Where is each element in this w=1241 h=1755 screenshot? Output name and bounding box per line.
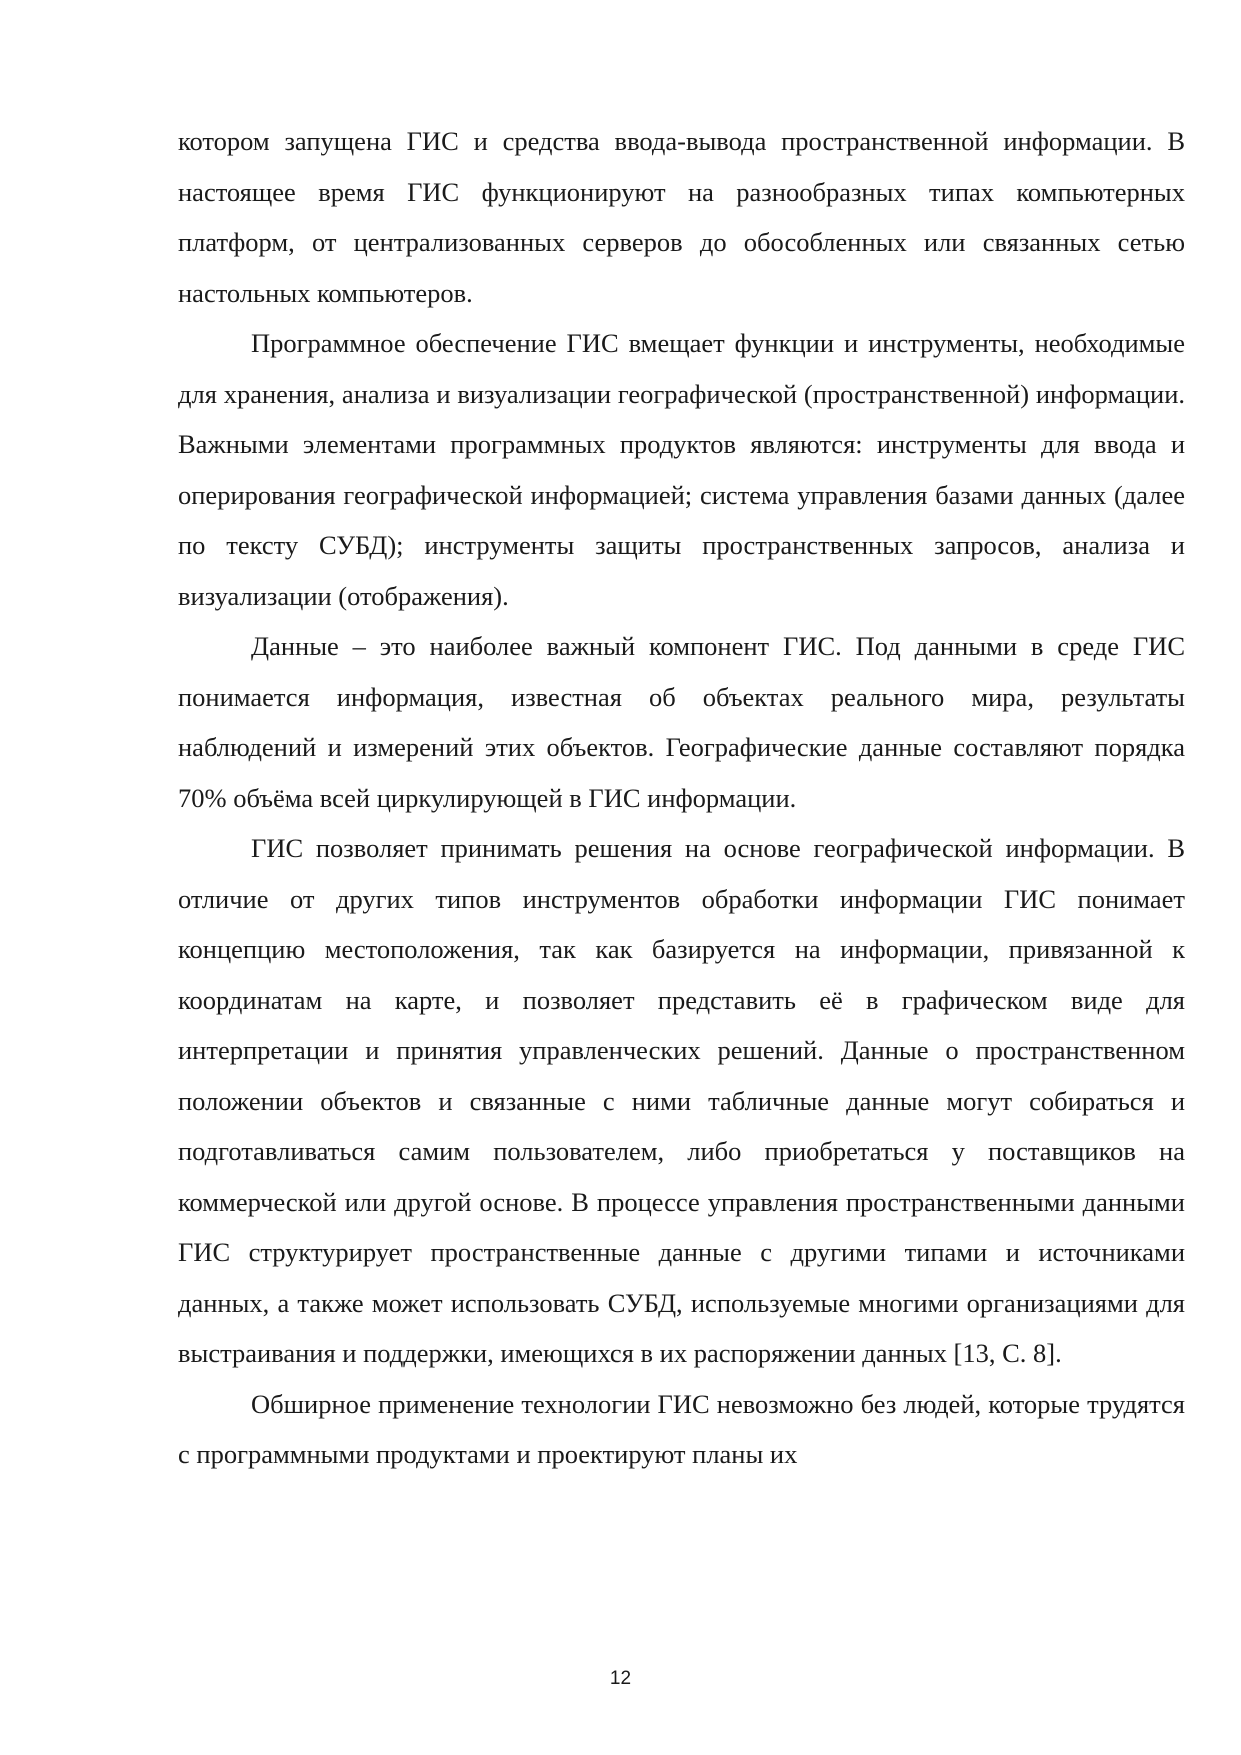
- page-number: 12: [609, 1668, 632, 1689]
- paragraph-software: Программное обеспечение ГИС вмещает функции и инструменты, необходимые для хранения, анализа и визуализации географической (пространственной) информации. Важными элементами программных продуктов являются: инструменты для ввода и оперирования географической информацией; система управления базами данных (далее по тексту СУБД); инструменты защиты пространственных запросов, анализа и визуализации (отображения).: [178, 328, 1185, 611]
- paragraph-continuation: котором запущена ГИС и средства ввода-вывода пространственной информации. В настоящее время ГИС функционируют на разнообразных типах компьютерных платформ, от централизованных серверов до обособленных или связанных сетью настольных компьютеров.: [178, 126, 1185, 308]
- paragraph-decisions: ГИС позволяет принимать решения на основе географической информации. В отличие от других типов инструментов обработки информации ГИС понимает концепцию местоположения, так как базируется на информации, привязанной к координатам на карте, и позволяет представить её в графическом виде для интерпретации и принятия управленческих решений. Данные о пространственном положении объектов и связанные с ними табличные данные могут собираться и подготавливаться самим пользователем, либо приобретаться у поставщиков на коммерческой или другой основе. В процессе управления пространственными данными ГИС структурирует пространственные данные с другими типами и источниками данных, а также может использовать СУБД, используемые многими организациями для выстраивания и поддержки, имеющихся в их распоряжении данных [13, С. 8].: [178, 833, 1185, 1368]
- paragraph-data: Данные – это наиболее важный компонент ГИС. Под данными в среде ГИС понимается информация, известная об объектах реального мира, результаты наблюдений и измерений этих объектов. Географические данные составляют порядка 70% объёма всей циркулирующей в ГИС информации.: [178, 631, 1185, 813]
- text-body: [178, 116, 1185, 1480]
- paragraph-people: Обширное применение технологии ГИС невозможно без людей, которые трудятся с программными продуктами и проектируют планы их: [178, 1388, 1185, 1469]
